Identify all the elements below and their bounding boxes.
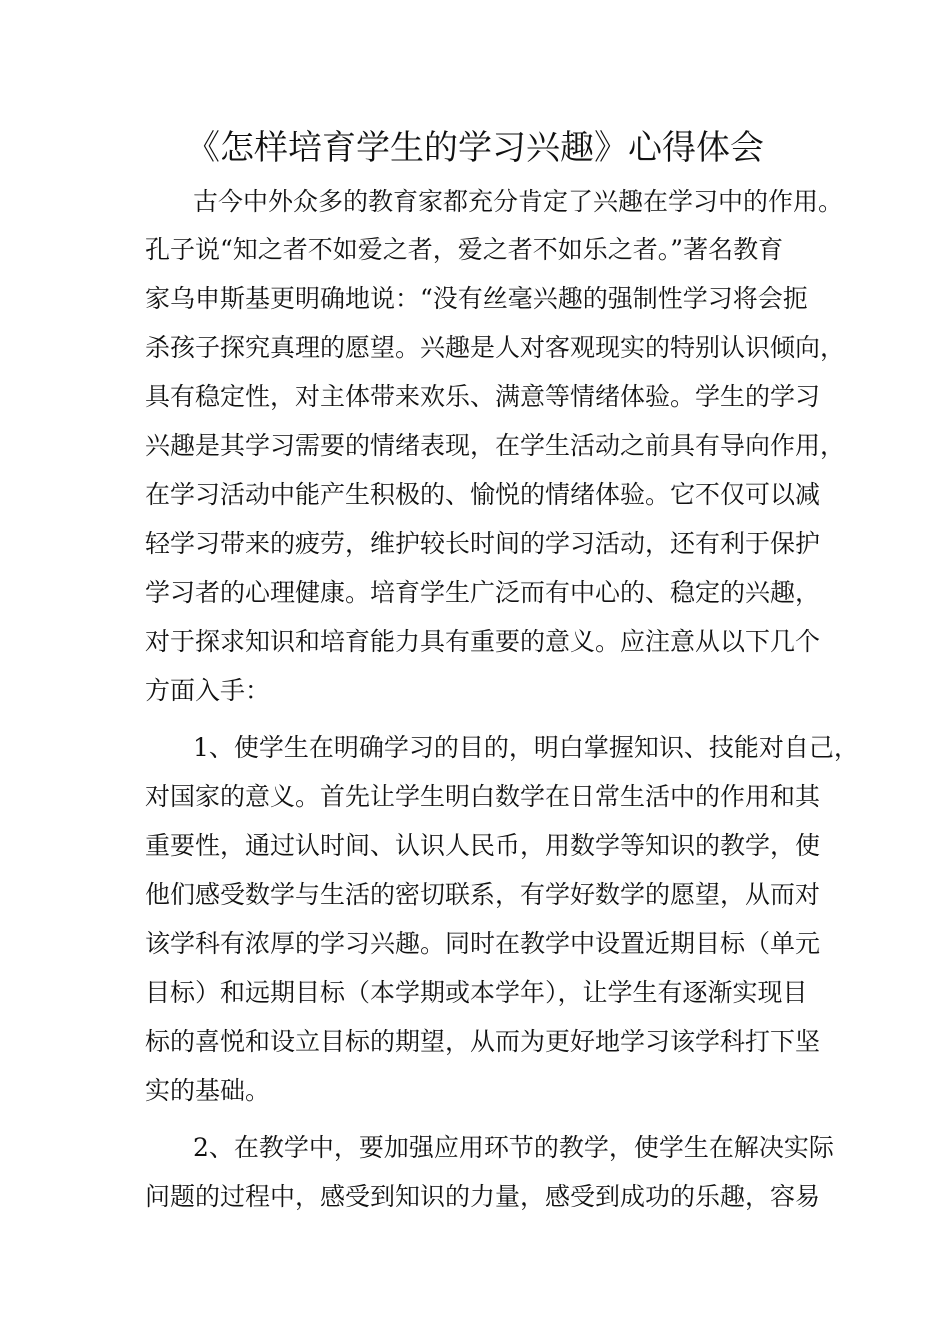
paragraph-line: 兴趣是其学习需要的情绪表现，在学生活动之前具有导向作用， [145, 431, 846, 460]
paragraph-line: 问题的过程中，感受到知识的力量，感受到成功的乐趣，容易 [145, 1182, 821, 1211]
paragraph-line: 对国家的意义。首先让学生明白数学在日常生活中的作用和其 [145, 782, 821, 811]
paragraph-line: 2、在教学中，要加强应用环节的教学，使学生在解决实际 [193, 1133, 834, 1162]
paragraph-line: 1、使学生在明确学习的目的，明白掌握知识、技能对自己， [193, 733, 859, 762]
paragraph-line: 方面入手： [145, 676, 271, 705]
paragraph-line: 目标）和远期目标（本学期或本学年），让学生有逐渐实现目 [145, 978, 808, 1007]
paragraph-line: 对于探求知识和培育能力具有重要的意义。应注意从以下几个 [145, 627, 821, 656]
paragraph-line: 古今中外众多的教育家都充分肯定了兴趣在学习中的作用。 [193, 187, 844, 216]
paragraph-line: 孔子说“知之者不如爱之者，爱之者不如乐之者。”著名教育 [145, 235, 784, 264]
paragraph-line: 杀孩子探究真理的愿望。兴趣是人对客观现实的特别认识倾向， [145, 333, 846, 362]
paragraph-line: 家乌申斯基更明确地说：“没有丝毫兴趣的强制性学习将会扼 [145, 284, 808, 313]
paragraph-line: 学习者的心理健康。培育学生广泛而有中心的、稳定的兴趣， [145, 578, 821, 607]
paragraph-line: 该学科有浓厚的学习兴趣。同时在教学中设置近期目标（单元 [145, 929, 821, 958]
paragraph-line: 具有稳定性，对主体带来欢乐、满意等情绪体验。学生的学习 [145, 382, 821, 411]
paragraph-line: 轻学习带来的疲劳，维护较长时间的学习活动，还有利于保护 [145, 529, 821, 558]
paragraph-line: 实的基础。 [145, 1076, 271, 1105]
paragraph-line: 在学习活动中能产生积极的、愉悦的情绪体验。它不仅可以减 [145, 480, 821, 509]
paragraph-line: 标的喜悦和设立目标的期望，从而为更好地学习该学科打下坚 [145, 1027, 821, 1056]
paragraph-line: 重要性，通过认时间、认识人民币，用数学等知识的教学，使 [145, 831, 821, 860]
document-title: 《怎样培育学生的学习兴趣》心得体会 [186, 128, 764, 168]
paragraph-line: 他们感受数学与生活的密切联系，有学好数学的愿望，从而对 [145, 880, 821, 909]
